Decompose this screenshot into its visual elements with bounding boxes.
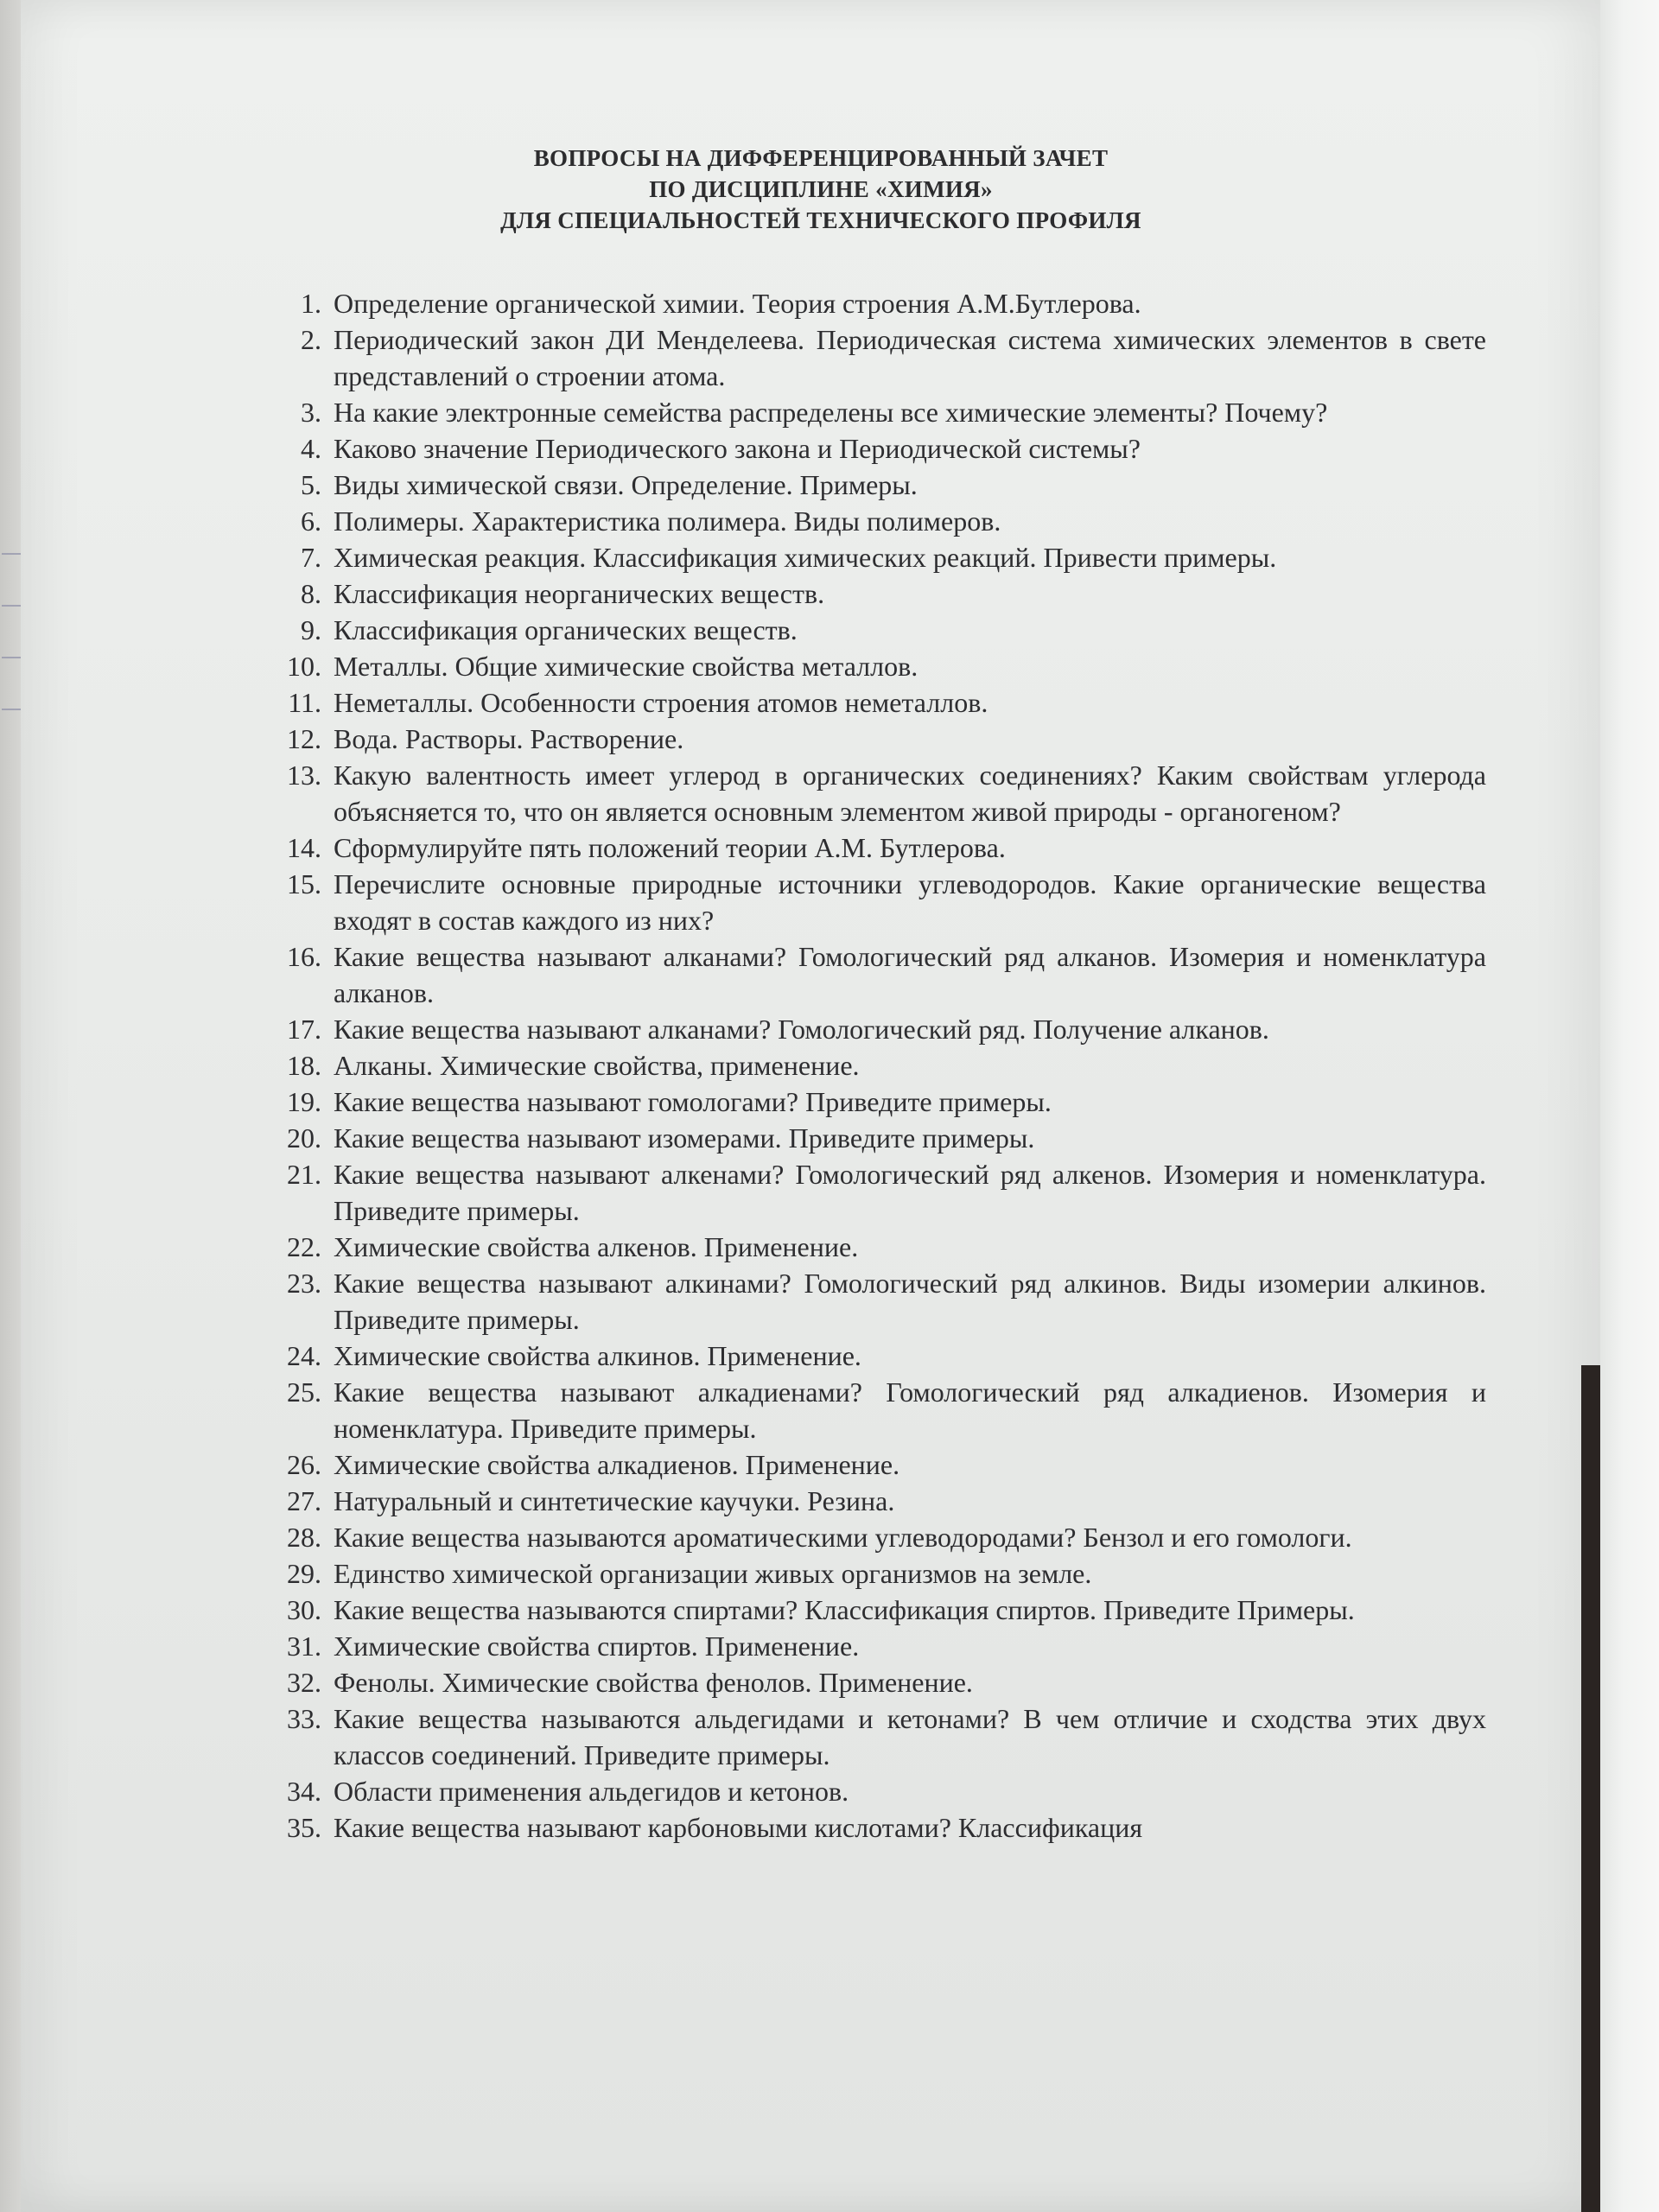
question-item — [276, 1011, 1486, 1047]
question-text: Вода. Растворы. Растворение. — [334, 723, 684, 754]
question-number: 23. — [287, 1268, 321, 1299]
question-text: Определение органической химии. Теория строения А.М.Бутлерова. — [334, 288, 1141, 319]
question-item — [276, 612, 1486, 648]
question-text: Химические свойства алкинов. Применение. — [334, 1340, 861, 1371]
question-item — [276, 1084, 1486, 1120]
question-text: Виды химической связи. Определение. Примеры. — [334, 469, 918, 500]
question-text: Химические свойства спиртов. Применение. — [334, 1630, 860, 1662]
question-item — [276, 721, 1486, 757]
question-number: 14. — [287, 832, 321, 863]
question-text: Алканы. Химические свойства, применение. — [334, 1050, 860, 1081]
question-item — [276, 757, 1486, 830]
question-text: Классификация органических веществ. — [334, 614, 798, 645]
question-number: 35. — [287, 1812, 321, 1843]
question-number: 2. — [301, 324, 321, 355]
question-number: 20. — [287, 1122, 321, 1154]
question-text: Какие вещества называют карбоновыми кислотами? Классификация — [334, 1812, 1143, 1843]
question-text: Химические свойства алкенов. Применение. — [334, 1231, 859, 1262]
question-number: 21. — [287, 1159, 321, 1190]
question-number: 25. — [287, 1376, 321, 1408]
question-number: 26. — [287, 1449, 321, 1480]
question-number: 10. — [287, 651, 321, 682]
question-text: Неметаллы. Особенности строения атомов неметаллов. — [334, 687, 988, 718]
question-item — [276, 1519, 1486, 1555]
question-text: Области применения альдегидов и кетонов. — [334, 1776, 849, 1807]
question-number: 34. — [287, 1776, 321, 1807]
page-edge — [1600, 0, 1659, 2212]
question-item — [276, 1338, 1486, 1374]
title-line: ВОПРОСЫ НА ДИФФЕРЕНЦИРОВАННЫЙ ЗАЧЕТ — [533, 145, 1109, 171]
question-item — [276, 539, 1486, 575]
question-item — [276, 467, 1486, 503]
question-item — [276, 321, 1486, 394]
question-text: Какую валентность имеет углерод в органических соединениях? Каким свойствам углерода объясняется то, что он является основным элементом живой природы - органогеном? — [334, 760, 1486, 827]
question-number: 29. — [287, 1558, 321, 1589]
question-text: Какие вещества называют алкинами? Гомологический ряд алкинов. Виды изомерии алкинов. Приведите примеры. — [334, 1268, 1486, 1335]
question-list — [276, 285, 1486, 1846]
question-number: 9. — [301, 614, 321, 645]
question-item — [276, 1773, 1486, 1809]
question-number: 30. — [287, 1594, 321, 1625]
question-number: 15. — [287, 868, 321, 899]
title-line: ДЛЯ СПЕЦИАЛЬНОСТЕЙ ТЕХНИЧЕСКОГО ПРОФИЛЯ — [500, 207, 1141, 233]
question-text: Химическая реакция. Классификация химических реакций. Привести примеры. — [334, 542, 1277, 573]
question-number: 31. — [287, 1630, 321, 1662]
question-item — [276, 285, 1486, 321]
question-item — [276, 866, 1486, 938]
question-item — [276, 830, 1486, 866]
question-item — [276, 1120, 1486, 1156]
question-item — [276, 1700, 1486, 1773]
question-number: 24. — [287, 1340, 321, 1371]
question-number: 33. — [287, 1703, 321, 1734]
question-number: 4. — [301, 433, 321, 464]
question-number: 1. — [301, 288, 321, 319]
question-text: Каково значение Периодического закона и Периодической системы? — [334, 433, 1141, 464]
question-text: На какие электронные семейства распределены все химические элементы? Почему? — [334, 397, 1328, 428]
question-number: 28. — [287, 1522, 321, 1553]
question-number: 12. — [287, 723, 321, 754]
question-item — [276, 1592, 1486, 1628]
question-item — [276, 938, 1486, 1011]
question-number: 7. — [301, 542, 321, 573]
question-item — [276, 1664, 1486, 1700]
question-number: 3. — [301, 397, 321, 428]
question-text: Натуральный и синтетические каучуки. Резина. — [334, 1485, 895, 1516]
question-text: Перечислите основные природные источники углеводородов. Какие органические вещества входят в состав каждого из них? — [334, 868, 1486, 936]
question-item — [276, 1809, 1486, 1846]
question-text: Какие вещества называются спиртами? Классификация спиртов. Приведите Примеры. — [334, 1594, 1355, 1625]
question-text: Какие вещества называют алканами? Гомологический ряд алканов. Изомерия и номенклатура алканов. — [334, 941, 1486, 1008]
question-item — [276, 1229, 1486, 1265]
question-item — [276, 1446, 1486, 1483]
question-item — [276, 1483, 1486, 1519]
question-text: Металлы. Общие химические свойства металлов. — [334, 651, 918, 682]
question-text: Периодический закон ДИ Менделеева. Периодическая система химических элементов в свете представлений о строении атома. — [334, 324, 1486, 391]
question-number: 6. — [301, 505, 321, 537]
question-text: Единство химической организации живых организмов на земле. — [334, 1558, 1092, 1589]
question-text: Какие вещества называют гомологами? Приведите примеры. — [334, 1086, 1052, 1117]
title-line: ПО ДИСЦИПЛИНЕ «ХИМИЯ» — [649, 176, 993, 202]
question-number: 5. — [301, 469, 321, 500]
question-item — [276, 575, 1486, 612]
question-number: 19. — [287, 1086, 321, 1117]
question-number: 11. — [288, 687, 321, 718]
question-text: Какие вещества называют алкенами? Гомологический ряд алкенов. Изомерия и номенклатура. Приведите примеры. — [334, 1159, 1486, 1226]
question-text: Сформулируйте пять положений теории А.М. Бутлерова. — [334, 832, 1006, 863]
question-number: 22. — [287, 1231, 321, 1262]
question-item — [276, 684, 1486, 721]
question-text: Фенолы. Химические свойства фенолов. Применение. — [334, 1667, 973, 1698]
question-text: Химические свойства алкадиенов. Применение. — [334, 1449, 900, 1480]
question-text: Полимеры. Характеристика полимера. Виды полимеров. — [334, 505, 1001, 537]
question-number: 8. — [301, 578, 321, 609]
question-item — [276, 394, 1486, 430]
question-text: Какие вещества называются ароматическими углеводородами? Бензол и его гомологи. — [334, 1522, 1352, 1553]
question-item — [276, 1628, 1486, 1664]
question-text: Какие вещества называют изомерами. Приведите примеры. — [334, 1122, 1035, 1154]
question-item — [276, 1047, 1486, 1084]
question-number: 27. — [287, 1485, 321, 1516]
question-number: 17. — [287, 1014, 321, 1045]
question-item — [276, 648, 1486, 684]
question-item — [276, 430, 1486, 467]
question-number: 32. — [287, 1667, 321, 1698]
question-number: 16. — [287, 941, 321, 972]
question-item — [276, 1265, 1486, 1338]
question-number: 13. — [287, 760, 321, 791]
question-text: Какие вещества называются альдегидами и кетонами? В чем отличие и сходства этих двух классов соединений. Приведите примеры. — [334, 1703, 1486, 1770]
question-item — [276, 1555, 1486, 1592]
document-title — [432, 143, 1210, 236]
question-item — [276, 1374, 1486, 1446]
question-item — [276, 1156, 1486, 1229]
question-text: Какие вещества называют алканами? Гомологический ряд. Получение алканов. — [334, 1014, 1269, 1045]
question-text: Классификация неорганических веществ. — [334, 578, 825, 609]
question-item — [276, 503, 1486, 539]
question-text: Какие вещества называют алкадиенами? Гомологический ряд алкадиенов. Изомерия и номенклатура. Приведите примеры. — [334, 1376, 1486, 1444]
question-number: 18. — [287, 1050, 321, 1081]
